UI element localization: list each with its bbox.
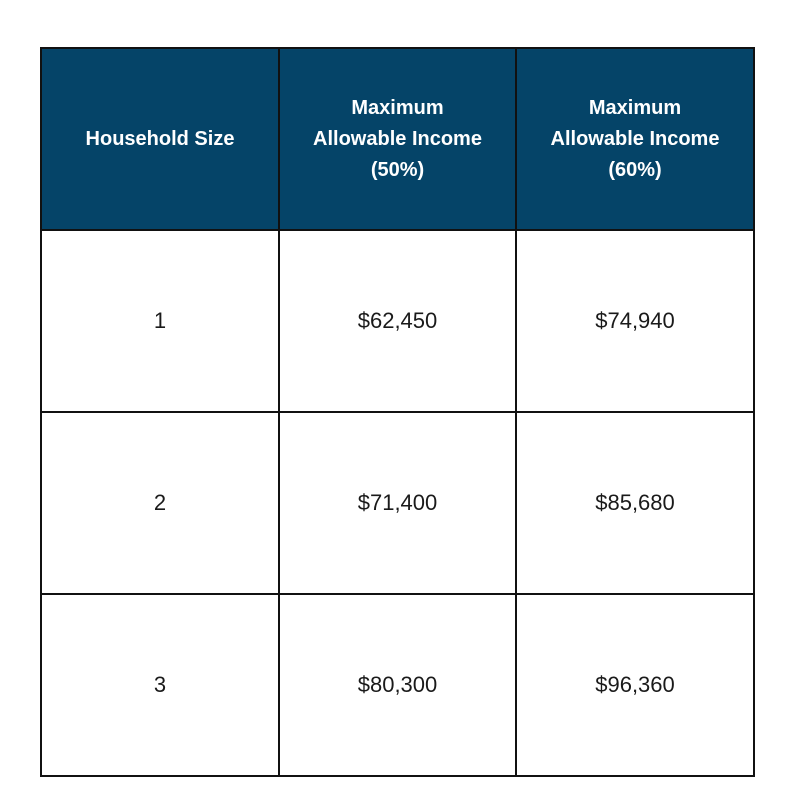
header-household-size-line-1: Household Size — [85, 127, 235, 150]
household-size-cell: 3 — [41, 594, 279, 776]
income-50-cell: $71,400 — [279, 412, 516, 594]
table-row — [41, 412, 754, 594]
header-max-income-50-line-3: (50%) — [370, 158, 425, 181]
header-max-income-60-line-1: Maximum — [588, 96, 682, 119]
household-size-cell: 2 — [41, 412, 279, 594]
table-row — [41, 230, 754, 412]
header-household-size — [41, 48, 279, 230]
header-max-income-50-line-1: Maximum — [351, 96, 444, 119]
income-60-cell: $96,360 — [516, 594, 754, 776]
income-50-cell: $62,450 — [279, 230, 516, 412]
table-row — [41, 594, 754, 776]
income-limits-table — [40, 47, 755, 777]
header-max-income-60-line-3: (60%) — [608, 158, 662, 181]
income-60-cell: $74,940 — [516, 230, 754, 412]
income-60-cell: $85,680 — [516, 412, 754, 594]
income-50-cell: $80,300 — [279, 594, 516, 776]
household-size-cell: 1 — [41, 230, 279, 412]
header-max-income-60 — [516, 48, 754, 230]
header-row — [41, 48, 754, 230]
header-max-income-50 — [279, 48, 516, 230]
header-max-income-60-line-2: Allowable Income — [550, 127, 720, 150]
header-max-income-50-line-2: Allowable Income — [313, 127, 482, 150]
